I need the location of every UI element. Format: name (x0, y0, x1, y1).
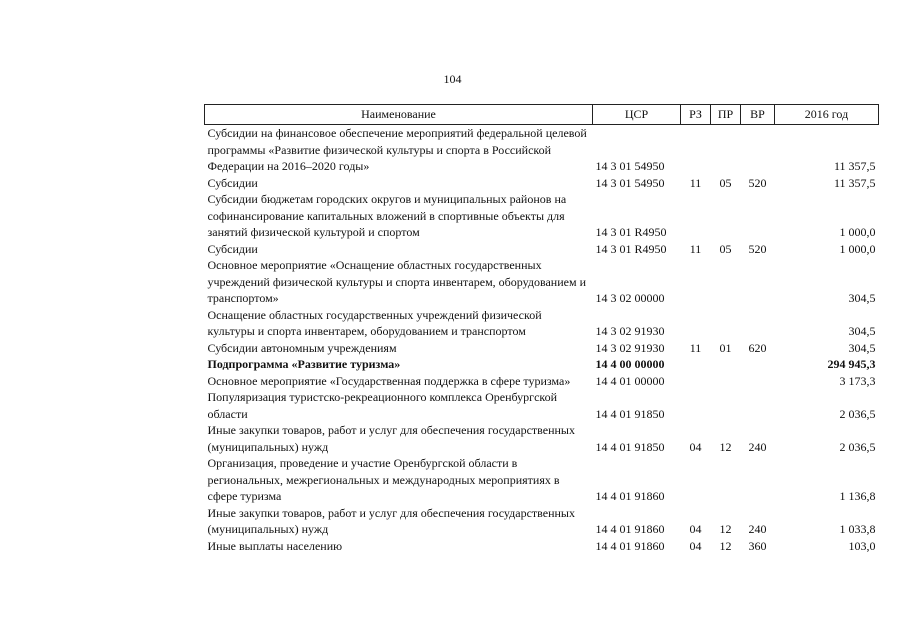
header-vr: ВР (741, 105, 775, 125)
row-pr: 05 (719, 175, 732, 190)
row-value: 294 945,3 (827, 357, 876, 371)
row-name: Иные закупки товаров, работ и услуг для обеспечения государственных (муниципальных) нужд (207, 423, 575, 454)
row-vr (741, 455, 775, 505)
row-name: Субсидии (207, 241, 258, 256)
header-csr: ЦСР (593, 105, 681, 125)
row-vr: 520 (748, 241, 767, 256)
row-rz (681, 373, 711, 390)
header-rz: РЗ (681, 105, 711, 125)
row-vr (741, 191, 775, 241)
header-pr: ПР (711, 105, 741, 125)
row-rz (681, 356, 711, 373)
row-csr: 14 3 01 R4950 (595, 241, 667, 256)
row-csr: 14 3 01 54950 (595, 159, 665, 173)
row-vr (741, 373, 775, 390)
row-name: Субсидии автономным учреждениям (207, 340, 397, 355)
row-name: Подпрограмма «Развитие туризма» (207, 357, 401, 371)
table-row (205, 389, 879, 422)
row-pr (711, 455, 741, 505)
row-name: Основное мероприятие «Государственная поддержка в сфере туризма» (207, 373, 571, 388)
row-name: Организация, проведение и участие Оренбургской области в региональных, межрегиональных и международных мероприятиях в сфере туризма (207, 456, 560, 503)
table-row (205, 191, 879, 241)
row-rz: 11 (689, 175, 702, 190)
row-vr: 240 (748, 522, 767, 536)
row-pr (711, 125, 741, 175)
row-pr: 05 (719, 241, 732, 256)
row-name: Иные закупки товаров, работ и услуг для обеспечения государственных (муниципальных) нужд (207, 505, 575, 536)
row-value: 11 357,5 (833, 159, 876, 173)
row-pr (711, 356, 741, 373)
table-row (205, 257, 879, 307)
row-rz (681, 257, 711, 307)
page-number: 104 (443, 72, 462, 86)
row-value: 103,0 (848, 538, 876, 553)
row-vr (741, 356, 775, 373)
table-row (205, 175, 879, 192)
row-csr: 14 3 02 91930 (595, 340, 665, 355)
row-value: 1 136,8 (839, 489, 876, 503)
table-row (205, 125, 879, 175)
row-vr: 240 (748, 439, 767, 454)
row-vr: 620 (748, 340, 767, 355)
row-rz: 11 (689, 241, 702, 256)
row-value: 1 000,0 (839, 241, 876, 256)
header-year: 2016 год (775, 105, 879, 125)
row-csr: 14 4 01 91860 (595, 538, 665, 553)
row-value: 304,5 (848, 340, 876, 355)
row-pr (711, 373, 741, 390)
table-row (205, 241, 879, 258)
row-csr: 14 4 01 00000 (595, 373, 665, 388)
table-row (205, 538, 879, 555)
row-rz: 04 (689, 538, 702, 553)
row-name: Субсидии бюджетам городских округов и муниципальных районов на софинансирование капитальных вложений в спортивные объекты для занятий физической культурой и спортом (207, 192, 567, 239)
row-value: 2 036,5 (839, 406, 876, 421)
row-rz (681, 307, 711, 340)
row-csr: 14 3 01 54950 (595, 175, 665, 190)
row-pr (711, 191, 741, 241)
row-vr (741, 125, 775, 175)
row-vr: 520 (748, 175, 767, 190)
row-name: Субсидии на финансовое обеспечение мероприятий федеральной целевой программы «Развитие физической культуры и спорта в Российской Федерации на 2016–2020 годы» (207, 126, 587, 173)
row-value: 1 033,8 (839, 522, 876, 536)
table-row (205, 505, 879, 538)
table-row (205, 373, 879, 390)
header-name: Наименование (205, 105, 593, 125)
row-csr: 14 4 01 91860 (595, 522, 665, 536)
table-row (205, 340, 879, 357)
row-value: 2 036,5 (839, 439, 876, 454)
row-vr (741, 257, 775, 307)
table-row (205, 356, 879, 373)
row-value: 1 000,0 (839, 225, 876, 239)
row-value: 304,5 (848, 324, 876, 338)
table-row (205, 455, 879, 505)
row-csr: 14 3 01 R4950 (595, 225, 667, 239)
row-csr: 14 4 01 91850 (595, 439, 665, 454)
row-csr: 14 4 00 00000 (595, 357, 665, 371)
row-vr (741, 307, 775, 340)
row-pr (711, 257, 741, 307)
row-pr: 12 (719, 538, 732, 553)
row-rz: 04 (689, 439, 702, 454)
row-pr: 12 (719, 522, 732, 536)
row-csr: 14 4 01 91860 (595, 489, 665, 503)
row-rz: 04 (689, 522, 702, 536)
row-rz: 11 (689, 340, 702, 355)
row-value: 11 357,5 (833, 175, 876, 190)
row-name: Оснащение областных государственных учреждений физической культуры и спорта инвентарем, оборудованием и транспортом (207, 307, 542, 338)
row-pr (711, 389, 741, 422)
row-rz (681, 389, 711, 422)
row-csr: 14 3 02 91930 (595, 324, 665, 338)
row-csr: 14 4 01 91850 (595, 406, 665, 421)
row-name: Основное мероприятие «Оснащение областных государственных учреждений физической культуры и спорта инвентарем, оборудованием и транспортом» (207, 258, 586, 305)
row-rz (681, 125, 711, 175)
table-header-row (205, 105, 879, 125)
row-value: 304,5 (848, 291, 876, 305)
table-row (205, 307, 879, 340)
row-value: 3 173,3 (839, 373, 876, 388)
table-row (205, 422, 879, 455)
row-name: Популяризация туристско-рекреационного комплекса Оренбургской области (207, 390, 558, 421)
row-vr: 360 (748, 538, 767, 553)
budget-table (204, 104, 879, 554)
row-csr: 14 3 02 00000 (595, 291, 665, 305)
row-pr: 01 (719, 340, 732, 355)
row-pr (711, 307, 741, 340)
row-name: Иные выплаты населению (207, 538, 343, 553)
row-pr: 12 (719, 439, 732, 454)
row-rz (681, 455, 711, 505)
row-rz (681, 191, 711, 241)
row-vr (741, 389, 775, 422)
row-name: Субсидии (207, 175, 258, 190)
